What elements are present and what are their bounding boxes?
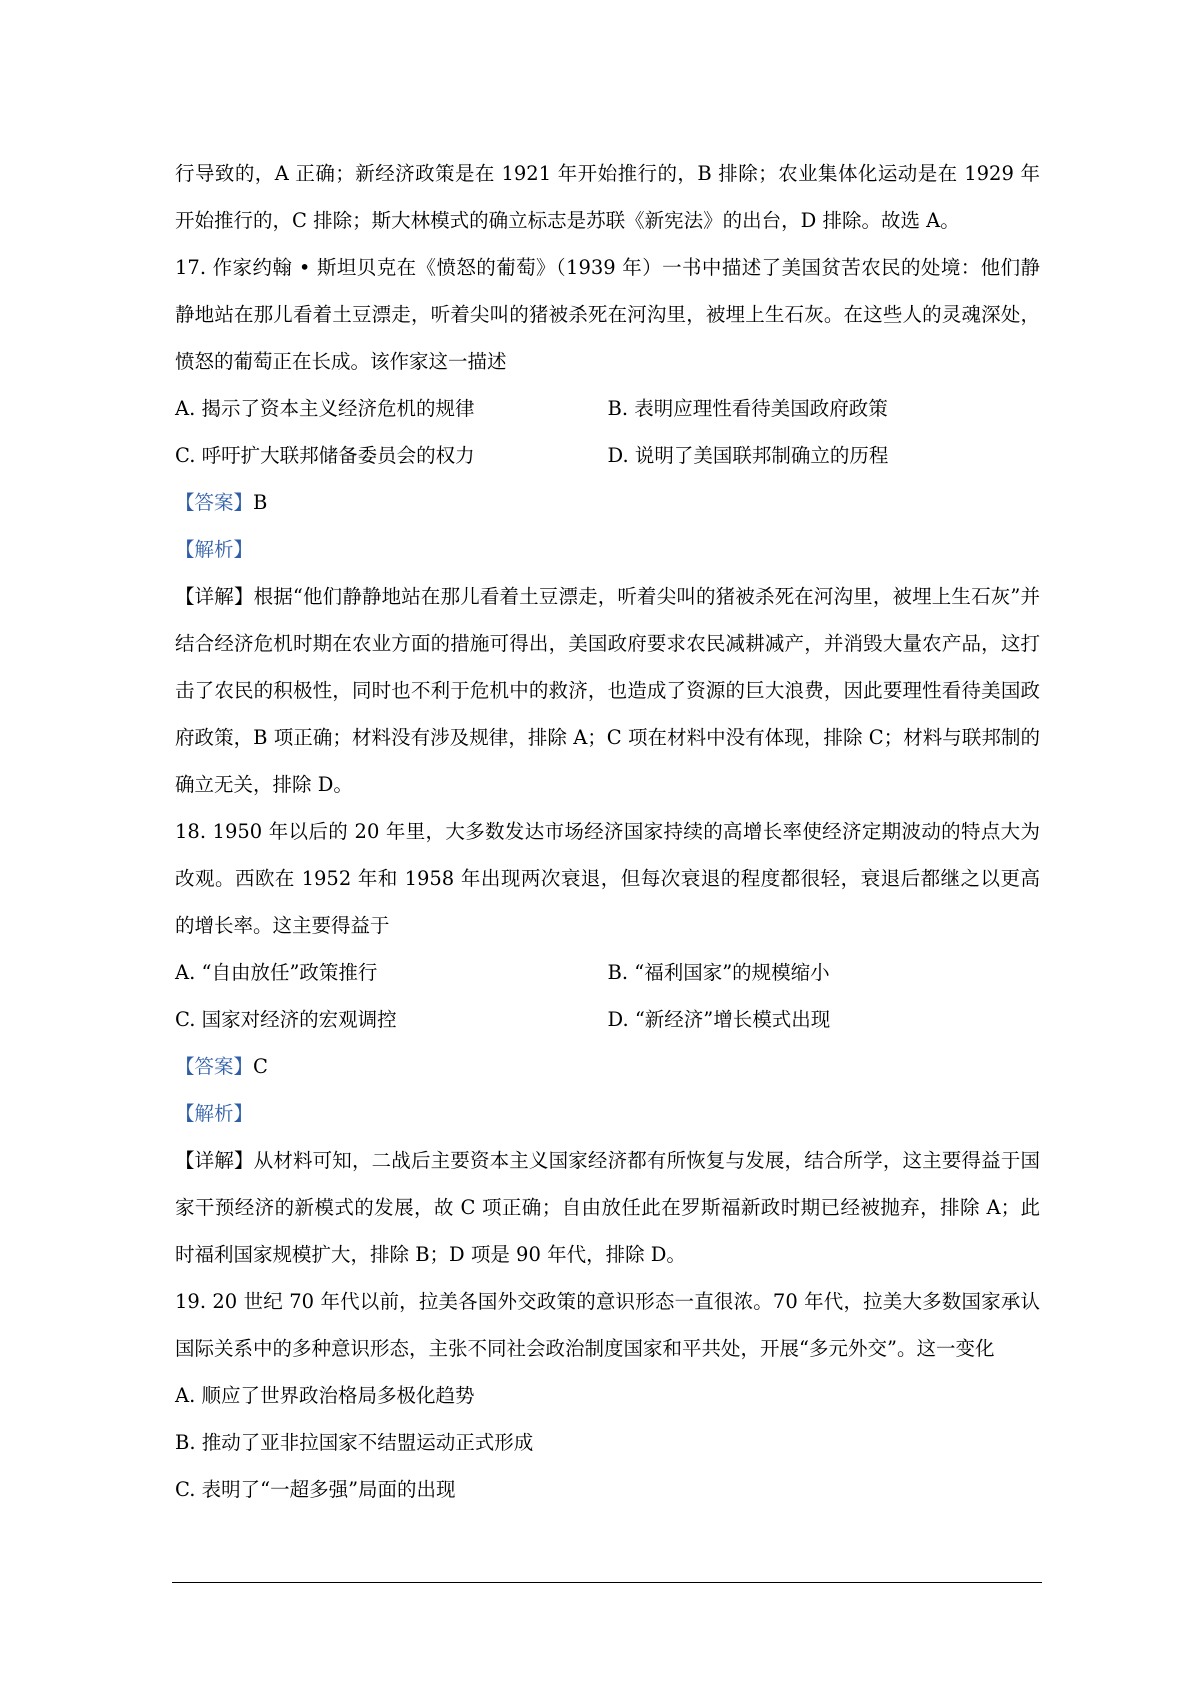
options-list [175,949,1040,1043]
question-17 [175,244,1040,808]
answer-value: B [253,491,268,514]
option-d: D. 说明了美国联邦制确立的历程 [607,444,889,467]
answer-line [175,1043,1040,1090]
option-b: B. 表明应理性看待美国政府政策 [607,397,888,420]
answer-label: 【答案】 [175,1055,254,1078]
detail-text: 从材料可知，二战后主要资本主义国家经济都有所恢复与发展，结合所学，这主要得益于国家干预经济的新模式的发展，故 C 项正确；自由放任此在罗斯福新政时期已经被抛弃，排除 A；此时福利国家规模扩大，排除 B；D 项是 90 年代，排除 D。 [175,1149,1040,1266]
option-c: C. 国家对经济的宏观调控 [175,1008,397,1031]
detail-text: 根据“他们静静地站在那儿看着土豆漂走，听着尖叫的猪被杀死在河沟里，被埋上生石灰”并结合经济危机时期在农业方面的措施可得出，美国政府要求农民减耕减产，并消毁大量农产品，这打击了农民的积极性，同时也不利于危机中的救济，也造成了资源的巨大浪费，因此要理性看待美国政府政策，B 项正确；材料没有涉及规律，排除 A；C 项在材料中没有体现，排除 C；材料与联邦制的确立无关，排除 D。 [175,585,1040,796]
detail-label: 【详解】 [175,1149,254,1172]
detail-paragraph [175,573,1040,808]
option-c: C. 呼吁扩大联邦储备委员会的权力 [175,444,475,467]
question-18 [175,808,1040,1278]
detail-label: 【详解】 [175,585,254,608]
question-stem: 19. 20 世纪 70 年代以前，拉美各国外交政策的意识形态一直很浓。70 年代，拉美大多数国家承认国际关系中的多种意识形态，主张不同社会政治制度国家和平共处，开展“多元外交”。这一变化 [175,1290,1040,1360]
answer-value: C [253,1055,268,1078]
footer-divider [172,1582,1042,1583]
option-a: A. 揭示了资本主义经济危机的规律 [175,397,475,420]
detail-paragraph [175,1137,1040,1278]
option-b: B. 推动了亚非拉国家不结盟运动正式形成 [175,1431,534,1454]
option-c: C. 表明了“一超多强”局面的出现 [175,1478,456,1501]
options-list [175,385,1040,479]
question-stem: 18. 1950 年以后的 20 年里，大多数发达市场经济国家持续的高增长率使经济定期波动的特点大为改观。西欧在 1952 年和 1958 年出现两次衰退，但每次衰退的程度都很轻，衰退后都继之以更高的增长率。这主要得益于 [175,820,1040,937]
analysis-label: 【解析】 [175,1102,254,1125]
options-list [175,1372,1040,1513]
option-b: B. “福利国家”的规模缩小 [607,961,830,984]
analysis-line [175,1090,1040,1137]
analysis-line [175,526,1040,573]
question-stem: 17. 作家约翰 • 斯坦贝克在《愤怒的葡萄》（1939 年）一书中描述了美国贫苦农民的处境：他们静静地站在那儿看着土豆漂走，听着尖叫的猪被杀死在河沟里，被埋上生石灰。在这些人的灵魂深处，愤怒的葡萄正在长成。该作家这一描述 [175,256,1040,373]
option-a: A. “自由放任”政策推行 [175,961,378,984]
answer-label: 【答案】 [175,491,254,514]
intro-paragraph: 行导致的，A 正确；新经济政策是在 1921 年开始推行的，B 排除；农业集体化运动是在 1929 年开始推行的，C 排除；斯大林模式的确立标志是苏联《新宪法》的出台，D 排除。故选 A。 [175,162,1040,232]
page-content [175,150,1040,1513]
option-d: D. “新经济”增长模式出现 [607,1008,831,1031]
analysis-label: 【解析】 [175,538,254,561]
answer-line [175,479,1040,526]
option-a: A. 顺应了世界政治格局多极化趋势 [175,1384,475,1407]
question-19 [175,1278,1040,1513]
